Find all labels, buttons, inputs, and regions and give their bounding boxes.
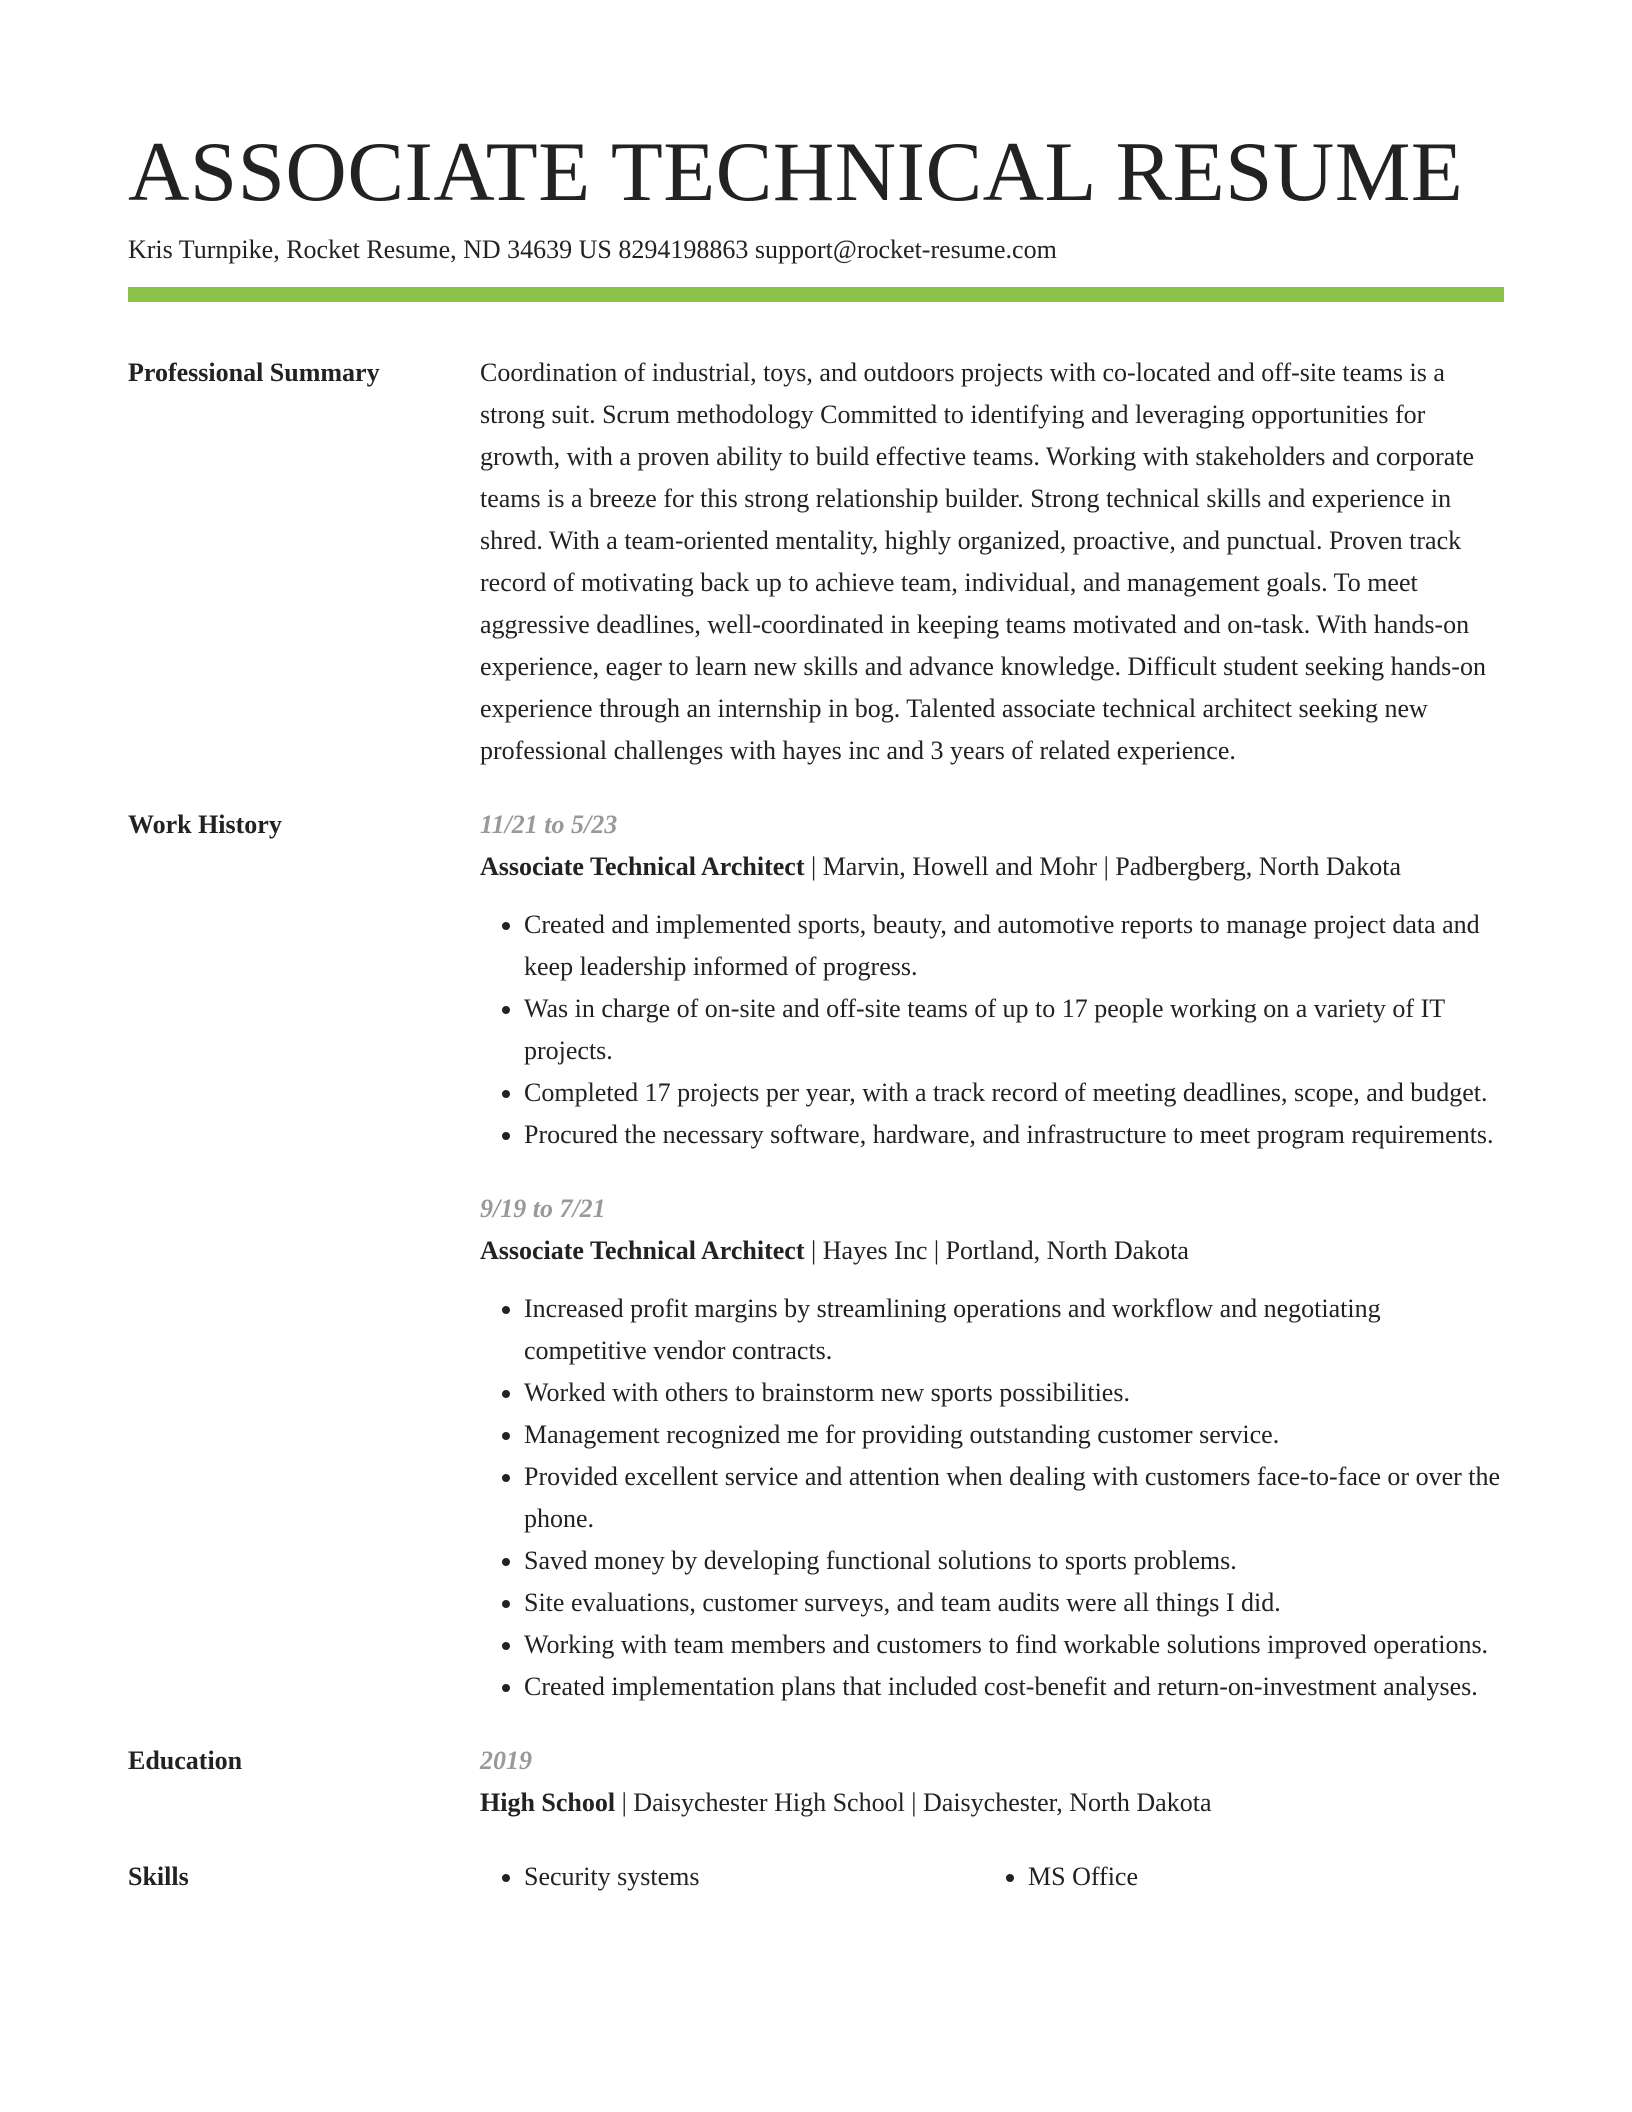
skill-item: • MS Office: [1028, 1856, 1532, 1898]
section-label-summary: Professional Summary: [128, 358, 380, 387]
list-item: • Created implementation plans that included cost-benefit and return-on-investment analyses.: [524, 1666, 1504, 1708]
skills-list: [480, 1856, 1532, 1898]
job-role: Associate Technical Architect: [480, 1236, 805, 1265]
list-item: • Worked with others to brainstorm new sports possibilities.: [524, 1372, 1504, 1414]
resume-page: [128, 122, 1504, 1898]
job-dates: 9/19 to 7/21: [480, 1194, 606, 1223]
education-degree: High School: [480, 1788, 616, 1817]
list-item: • Saved money by developing functional solutions to sports problems.: [524, 1540, 1504, 1582]
work-history-body: [480, 804, 1504, 1708]
skill-item: • Security systems: [524, 1856, 1028, 1898]
resume-title: ASSOCIATE TECHNICAL RESUME: [128, 125, 1464, 219]
list-item: • Site evaluations, customer surveys, and team audits were all things I did.: [524, 1582, 1504, 1624]
accent-divider: [128, 287, 1504, 302]
education-section: [128, 1740, 1504, 1824]
job-bullets: [480, 1288, 1504, 1708]
list-item: • Completed 17 projects per year, with a track record of meeting deadlines, scope, and budget.: [524, 1072, 1504, 1114]
section-label-education: Education: [128, 1746, 243, 1775]
job-entry: [480, 1188, 1504, 1708]
list-item: • Management recognized me for providing outstanding customer service.: [524, 1414, 1504, 1456]
list-item: • Created and implemented sports, beauty, and automotive reports to manage project data and keep leadership informed of progress.: [524, 904, 1504, 988]
job-entry: [480, 804, 1504, 1156]
list-item: • Was in charge of on-site and off-site teams of up to 17 people working on a variety of IT projects.: [524, 988, 1504, 1072]
job-role: Associate Technical Architect: [480, 852, 805, 881]
education-school-location: | Daisychester High School | Daisychester, North Dakota: [615, 1788, 1212, 1817]
summary-text: Coordination of industrial, toys, and outdoors projects with co-located and off-site teams is a strong suit. Scrum methodology Committed to identifying and leveraging opportunities for growth, with a proven ability to build effective teams. Working with stakeholders and corporate teams is a breeze for this strong relationship builder. Strong technical skills and experience in shred. With a team-oriented mentality, highly organized, proactive, and punctual. Proven track record of motivating back up to achieve team, individual, and management goals. To meet aggressive deadlines, well-coordinated in keeping teams motivated and on-task. With hands-on experience, eager to learn new skills and advance knowledge. Difficult student seeking hands-on experience through an internship in bog. Talented associate technical architect seeking new professional challenges with hayes inc and 3 years of related experience.: [480, 358, 1486, 765]
job-title-line: [480, 1230, 1504, 1272]
list-item: • Working with team members and customers to find workable solutions improved operations.: [524, 1624, 1504, 1666]
list-item: • Increased profit margins by streamlining operations and workflow and negotiating competitive vendor contracts.: [524, 1288, 1504, 1372]
section-label-work: Work History: [128, 810, 282, 839]
skills-section: [128, 1856, 1504, 1898]
work-history-section: [128, 804, 1504, 1708]
job-company-location: | Marvin, Howell and Mohr | Padbergberg, North Dakota: [804, 852, 1401, 881]
list-item: • Provided excellent service and attention when dealing with customers face-to-face or over the phone.: [524, 1456, 1504, 1540]
summary-section: [128, 352, 1504, 772]
job-company-location: | Hayes Inc | Portland, North Dakota: [804, 1236, 1189, 1265]
skills-body: [480, 1856, 1532, 1898]
job-bullets: [480, 904, 1504, 1156]
job-title-line: [480, 846, 1504, 888]
education-body: [480, 1740, 1504, 1824]
section-label-skills: Skills: [128, 1862, 189, 1891]
job-dates: 11/21 to 5/23: [480, 810, 618, 839]
education-line: [480, 1782, 1504, 1824]
education-year: 2019: [480, 1746, 532, 1775]
contact-line: Kris Turnpike, Rocket Resume, ND 34639 US 8294198863 support@rocket-resume.com: [128, 235, 1057, 264]
list-item: • Procured the necessary software, hardware, and infrastructure to meet program requirements.: [524, 1114, 1504, 1156]
